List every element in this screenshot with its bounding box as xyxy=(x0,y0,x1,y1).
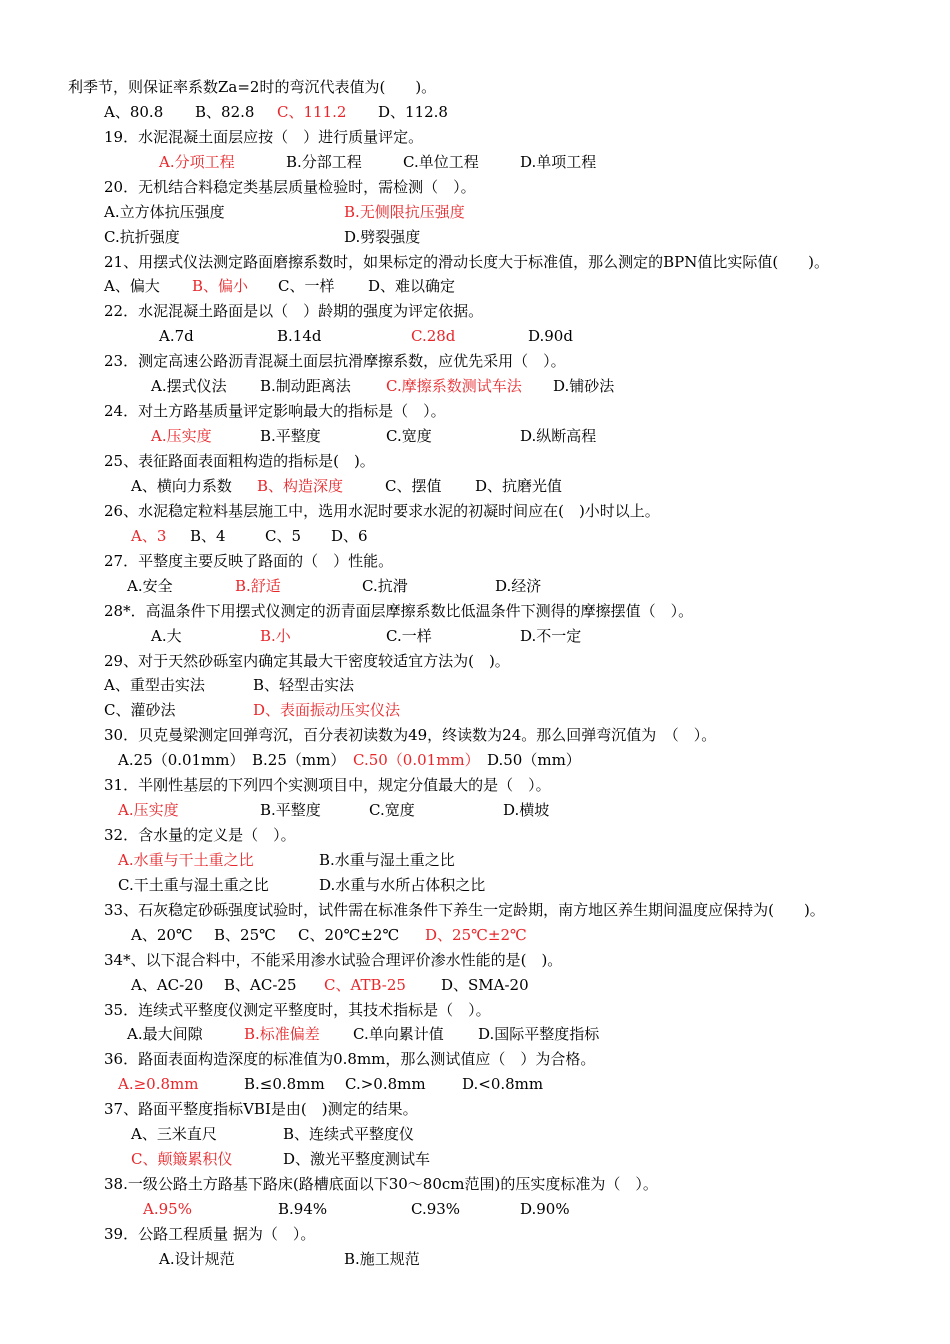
question-text: 32．含水量的定义是（ ）。 xyxy=(104,826,296,844)
question-text-line xyxy=(0,549,950,574)
answer-option: B.14d xyxy=(277,327,322,345)
answer-option: A.7d xyxy=(159,327,194,345)
answer-option: A、80.8 xyxy=(104,103,164,121)
answer-options-line xyxy=(0,1072,950,1097)
question-text-line xyxy=(0,723,950,748)
highlighted-answer: A.≥0.8mm xyxy=(118,1075,199,1093)
answer-option: B.平整度 xyxy=(260,801,321,819)
answer-option: A、重型击实法 xyxy=(104,676,205,694)
question-text-line xyxy=(0,75,950,100)
highlighted-answer: A.95% xyxy=(143,1200,192,1218)
answer-options-line xyxy=(0,100,950,125)
question-text: 21、用摆式仪法测定路面磨擦系数时，如果标定的滑动长度大于标准值，那么测定的BPN值比实际值( )。 xyxy=(104,253,830,271)
answer-option: D、SMA-20 xyxy=(441,976,529,994)
question-text-line xyxy=(0,998,950,1023)
answer-option: D.纵断高程 xyxy=(520,427,597,445)
answer-options-line xyxy=(0,200,950,225)
answer-option: A.安全 xyxy=(127,577,173,595)
question-text-line xyxy=(0,299,950,324)
answer-option: B、4 xyxy=(190,527,226,545)
answer-option: D.水重与水所占体积之比 xyxy=(319,876,486,894)
highlighted-answer: B、偏小 xyxy=(192,277,249,295)
answer-option: B.25（mm） xyxy=(252,751,346,769)
answer-options-line xyxy=(0,1147,950,1172)
answer-option: D、抗磨光值 xyxy=(475,477,563,495)
answer-option: A.立方体抗压强度 xyxy=(104,203,225,221)
question-text-line xyxy=(0,599,950,624)
answer-options-line xyxy=(0,424,950,449)
answer-option: C.宽度 xyxy=(369,801,415,819)
answer-options-line xyxy=(0,1022,950,1047)
highlighted-answer: B.无侧限抗压强度 xyxy=(344,203,465,221)
answer-option: A.最大间隙 xyxy=(127,1025,203,1043)
highlighted-answer: C、111.2 xyxy=(277,103,347,121)
question-text: 34*、以下混合料中，不能采用渗水试验合理评价渗水性能的是( )。 xyxy=(104,951,563,969)
answer-option: C.抗折强度 xyxy=(104,228,180,246)
question-text-line xyxy=(0,399,950,424)
answer-option: A、AC-20 xyxy=(131,976,204,994)
answer-option: D.<0.8mm xyxy=(462,1075,544,1093)
answer-option: B.水重与湿土重之比 xyxy=(319,851,455,869)
answer-option: B.施工规范 xyxy=(344,1250,420,1268)
answer-option: B.≤0.8mm xyxy=(244,1075,325,1093)
question-text-line xyxy=(0,250,950,275)
question-text: 39．公路工程质量 据为（ ）。 xyxy=(104,1225,316,1243)
question-text: 利季节，则保证率系数Za=2时的弯沉代表值为( )。 xyxy=(68,78,437,96)
question-text-line xyxy=(0,649,950,674)
highlighted-answer: B.舒适 xyxy=(235,577,281,595)
answer-option: B、82.8 xyxy=(195,103,255,121)
answer-option: B、25℃ xyxy=(214,926,276,944)
highlighted-answer: C.50（0.01mm） xyxy=(353,751,480,769)
question-text-line xyxy=(0,125,950,150)
highlighted-answer: A.水重与干土重之比 xyxy=(118,851,254,869)
answer-options-line xyxy=(0,873,950,898)
answer-option: D.劈裂强度 xyxy=(344,228,421,246)
question-text: 35．连续式平整度仪测定平整度时，其技术指标是（ ）。 xyxy=(104,1001,491,1019)
answer-option: C、一样 xyxy=(278,277,335,295)
answer-options-line xyxy=(0,923,950,948)
question-text: 38.一级公路土方路基下路床(路槽底面以下30～80cm范围)的压实度标准为（ ）。 xyxy=(104,1175,658,1193)
answer-options-line xyxy=(0,150,950,175)
answer-option: D.国际平整度指标 xyxy=(478,1025,600,1043)
answer-option: D、112.8 xyxy=(378,103,448,121)
answer-options-line xyxy=(0,848,950,873)
question-text-line xyxy=(0,948,950,973)
answer-option: D.横坡 xyxy=(503,801,550,819)
question-text: 33、石灰稳定砂砾强度试验时，试件需在标准条件下养生一定龄期，南方地区养生期间温度应保持为( )。 xyxy=(104,901,825,919)
answer-option: B、轻型击实法 xyxy=(253,676,355,694)
question-text: 20．无机结合料稳定类基层质量检验时，需检测（ ）。 xyxy=(104,178,476,196)
answer-options-line xyxy=(0,1197,950,1222)
answer-option: B.分部工程 xyxy=(286,153,362,171)
answer-option: C、5 xyxy=(265,527,302,545)
question-text: 24．对土方路基质量评定影响最大的指标是（ ）。 xyxy=(104,402,446,420)
answer-option: D.不一定 xyxy=(520,627,582,645)
answer-option: A、偏大 xyxy=(104,277,160,295)
answer-option: C.抗滑 xyxy=(362,577,408,595)
answer-options-line xyxy=(0,973,950,998)
question-text-line xyxy=(0,499,950,524)
answer-option: A.25（0.01mm） xyxy=(118,751,245,769)
question-text: 36．路面表面构造深度的标准值为0.8mm，那么测试值应（ ）为合格。 xyxy=(104,1050,596,1068)
highlighted-answer: C、颠簸累积仪 xyxy=(131,1150,233,1168)
answer-options-line xyxy=(0,474,950,499)
question-text: 30．贝克曼梁测定回弹弯沉，百分表初读数为49，终读数为24。那么回弹弯沉值为 （ ）。 xyxy=(104,726,717,744)
answer-option: C.单位工程 xyxy=(403,153,479,171)
answer-options-line xyxy=(0,624,950,649)
answer-options-line xyxy=(0,225,950,250)
highlighted-answer: D、表面振动压实仪法 xyxy=(253,701,401,719)
question-text-line xyxy=(0,1047,950,1072)
highlighted-answer: C、ATB-25 xyxy=(324,976,406,994)
question-text: 37、路面平整度指标VBI是由( )测定的结果。 xyxy=(104,1100,418,1118)
question-text-line xyxy=(0,898,950,923)
answer-option: B、连续式平整度仪 xyxy=(283,1125,415,1143)
answer-option: C.干土重与湿土重之比 xyxy=(118,876,269,894)
highlighted-answer: B、构造深度 xyxy=(257,477,344,495)
question-text: 26、水泥稳定粒料基层施工中，选用水泥时要求水泥的初凝时间应在( )小时以上。 xyxy=(104,502,660,520)
highlighted-answer: A、3 xyxy=(131,527,167,545)
answer-option: A、三米直尺 xyxy=(131,1125,217,1143)
answer-options-line xyxy=(0,374,950,399)
answer-option: C.宽度 xyxy=(386,427,432,445)
question-text-line xyxy=(0,349,950,374)
answer-option: A.摆式仪法 xyxy=(151,377,227,395)
answer-option: B.94% xyxy=(278,1200,328,1218)
question-text: 25、表征路面表面粗构造的指标是( )。 xyxy=(104,452,375,470)
answer-option: D.单项工程 xyxy=(520,153,597,171)
highlighted-answer: A.压实度 xyxy=(118,801,179,819)
answer-option: D.铺砂法 xyxy=(553,377,615,395)
highlighted-answer: B.标准偏差 xyxy=(244,1025,320,1043)
answer-options-line xyxy=(0,1247,950,1272)
answer-option: C、20℃±2℃ xyxy=(298,926,400,944)
answer-option: D.90% xyxy=(520,1200,570,1218)
answer-option: B.平整度 xyxy=(260,427,321,445)
answer-options-line xyxy=(0,324,950,349)
question-text: 19．水泥混凝土面层应按（ ）进行质量评定。 xyxy=(104,128,424,146)
answer-option: A.设计规范 xyxy=(159,1250,235,1268)
highlighted-answer: D、25℃±2℃ xyxy=(425,926,527,944)
answer-option: D.50（mm） xyxy=(487,751,581,769)
answer-option: C.93% xyxy=(411,1200,461,1218)
question-text-line xyxy=(0,1222,950,1247)
answer-option: D、难以确定 xyxy=(368,277,456,295)
question-text: 22．水泥混凝土路面是以（ ）龄期的强度为评定依据。 xyxy=(104,302,484,320)
highlighted-answer: A.压实度 xyxy=(151,427,212,445)
answer-option: D、激光平整度测试车 xyxy=(283,1150,431,1168)
answer-option: C.>0.8mm xyxy=(345,1075,426,1093)
answer-option: D.90d xyxy=(528,327,573,345)
question-text: 29、对于天然砂砾室内确定其最大干密度较适宜方法为( )。 xyxy=(104,652,510,670)
answer-options-line xyxy=(0,748,950,773)
question-text: 27．平整度主要反映了路面的（ ）性能。 xyxy=(104,552,394,570)
question-text-line xyxy=(0,1172,950,1197)
highlighted-answer: A.分项工程 xyxy=(159,153,235,171)
answer-option: B、AC-25 xyxy=(224,976,297,994)
question-text: 23．测定高速公路沥青混凝土面层抗滑摩擦系数，应优先采用（ ）。 xyxy=(104,352,566,370)
answer-option: C.单向累计值 xyxy=(353,1025,444,1043)
question-text: 28*．高温条件下用摆式仪测定的沥青面层摩擦系数比低温条件下测得的摩擦摆值（ ）。 xyxy=(104,602,694,620)
answer-option: C.一样 xyxy=(386,627,432,645)
question-text: 31．半刚性基层的下列四个实测项目中，规定分值最大的是（ ）。 xyxy=(104,776,551,794)
answer-option: A.大 xyxy=(151,627,182,645)
answer-options-line xyxy=(0,698,950,723)
answer-options-line xyxy=(0,798,950,823)
question-text-line xyxy=(0,823,950,848)
highlighted-answer: C.28d xyxy=(411,327,456,345)
answer-option: A、横向力系数 xyxy=(131,477,232,495)
answer-options-line xyxy=(0,673,950,698)
highlighted-answer: C.摩擦系数测试车法 xyxy=(386,377,522,395)
answer-option: C、灌砂法 xyxy=(104,701,176,719)
question-text-line xyxy=(0,175,950,200)
highlighted-answer: B.小 xyxy=(260,627,291,645)
answer-option: D.经济 xyxy=(495,577,542,595)
question-text-line xyxy=(0,1097,950,1122)
answer-options-line xyxy=(0,524,950,549)
answer-options-line xyxy=(0,574,950,599)
answer-option: D、6 xyxy=(331,527,368,545)
answer-option: C、摆值 xyxy=(385,477,442,495)
question-text-line xyxy=(0,773,950,798)
answer-options-line xyxy=(0,274,950,299)
question-text-line xyxy=(0,449,950,474)
answer-options-line xyxy=(0,1122,950,1147)
answer-option: A、20℃ xyxy=(131,926,193,944)
answer-option: B.制动距离法 xyxy=(260,377,351,395)
